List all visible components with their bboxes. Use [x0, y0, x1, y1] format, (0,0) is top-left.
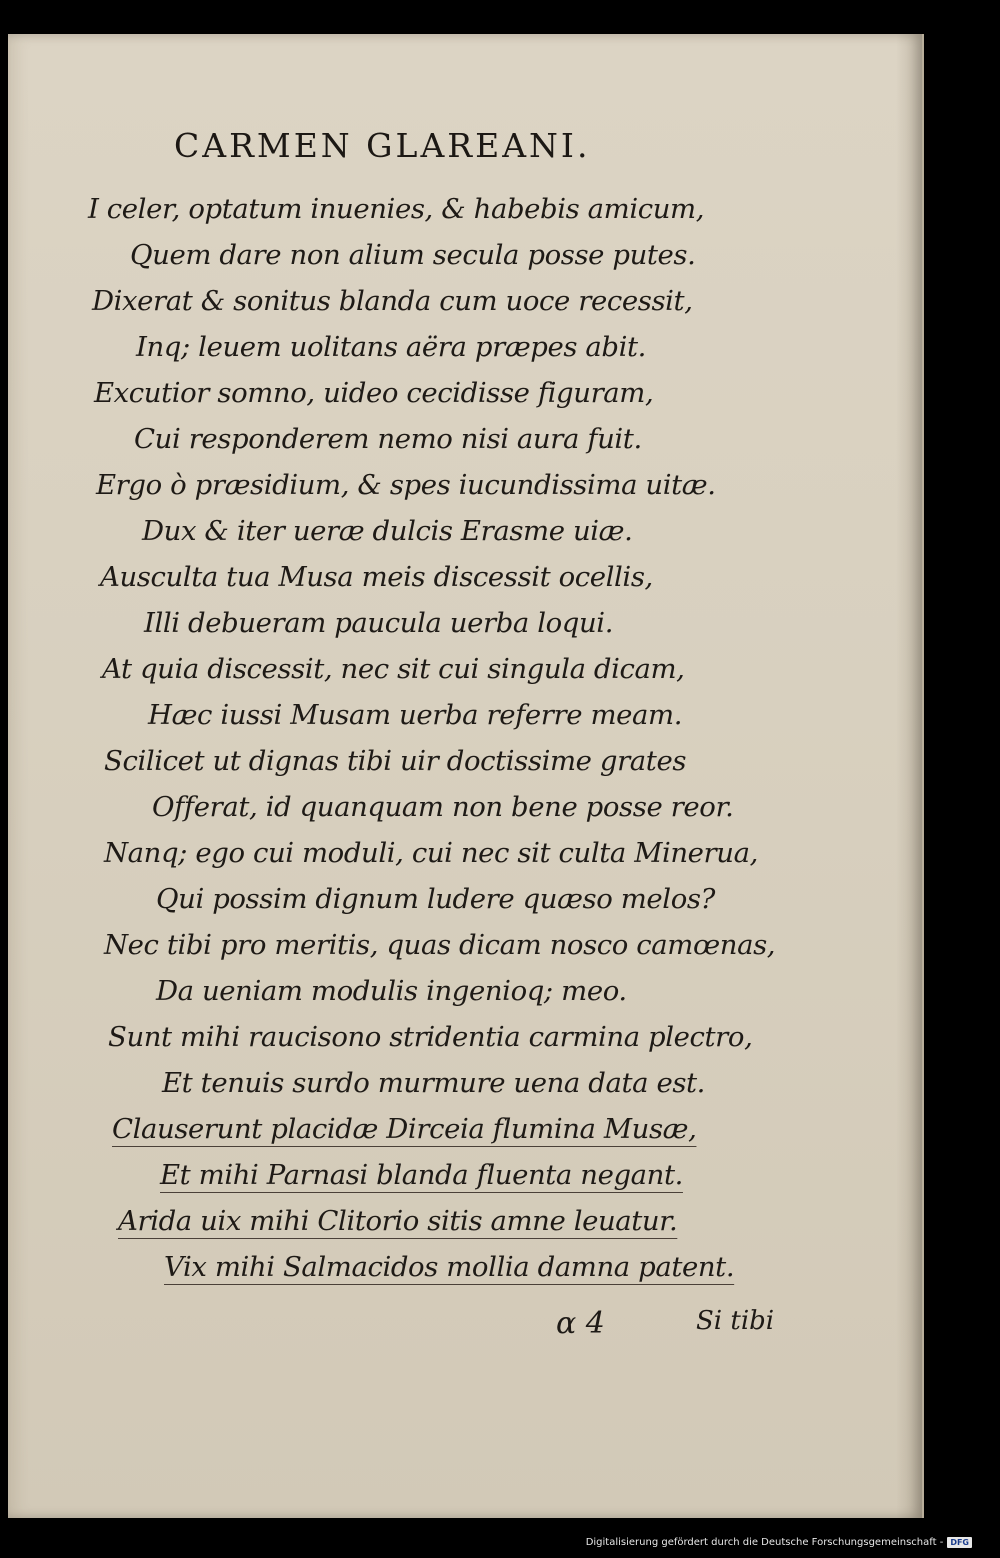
verse-line-6: Cui responderem nemo nisi aura fuit.: [134, 423, 642, 455]
verse-line-7: Ergo ò præsidium, & spes iucundissima uitæ.: [96, 469, 716, 501]
verse-line-1: I celer, optatum inuenies, & habebis amicum,: [88, 193, 705, 225]
signature-mark: α 4: [556, 1306, 605, 1341]
verse-line-16: Qui possim dignum ludere quæso melos?: [156, 883, 715, 915]
verse-line-22: Et mihi Parnasi blanda fluenta negant.: [160, 1159, 683, 1191]
verse-line-15: Nanq; ego cui moduli, cui nec sit culta Minerua,: [104, 837, 758, 869]
book-page: [8, 34, 924, 1518]
verse-line-8: Dux & iter ueræ dulcis Erasme uiæ.: [142, 515, 633, 547]
verse-line-4: Inq; leuem uolitans aëra præpes abit.: [136, 331, 646, 363]
credit-text: Digitalisierung gefördert durch die Deutsche Forschungsgemeinschaft -: [585, 1537, 944, 1548]
verse-line-21: Clauserunt placidæ Dirceia flumina Musæ,: [112, 1113, 697, 1145]
verse-line-3: Dixerat & sonitus blanda cum uoce recessit,: [92, 285, 693, 317]
verse-line-14: Offerat, id quanquam non bene posse reor.: [152, 791, 734, 823]
verse-line-2: Quem dare non alium secula posse putes.: [130, 239, 696, 271]
verse-line-24: Vix mihi Salmacidos mollia damna patent.: [164, 1251, 735, 1283]
verse-line-23: Arida uix mihi Clitorio sitis amne leuatur.: [118, 1205, 678, 1237]
dfg-logo: DFG: [947, 1537, 972, 1548]
catchword: Si tibi: [696, 1306, 775, 1336]
verse-line-18: Da ueniam modulis ingenioq; meo.: [156, 975, 627, 1007]
verse-line-9: Ausculta tua Musa meis discessit ocellis,: [100, 561, 653, 593]
verse-line-12: Hæc iussi Musam uerba referre meam.: [148, 699, 683, 731]
verse-line-5: Excutior somno, uideo cecidisse figuram,: [94, 377, 654, 409]
verse-line-19: Sunt mihi raucisono stridentia carmina plectro,: [108, 1021, 753, 1053]
digitization-credit: [586, 1537, 972, 1548]
verse-line-11: At quia discessit, nec sit cui singula dicam,: [102, 653, 685, 685]
verse-line-20: Et tenuis surdo murmure uena data est.: [162, 1067, 706, 1099]
running-head: CARMEN GLAREANI.: [174, 126, 591, 165]
verse-line-13: Scilicet ut dignas tibi uir doctissime grates: [104, 745, 687, 777]
verse-line-10: Illi debueram paucula uerba loqui.: [144, 607, 614, 639]
verse-line-17: Nec tibi pro meritis, quas dicam nosco camœnas,: [104, 929, 776, 961]
